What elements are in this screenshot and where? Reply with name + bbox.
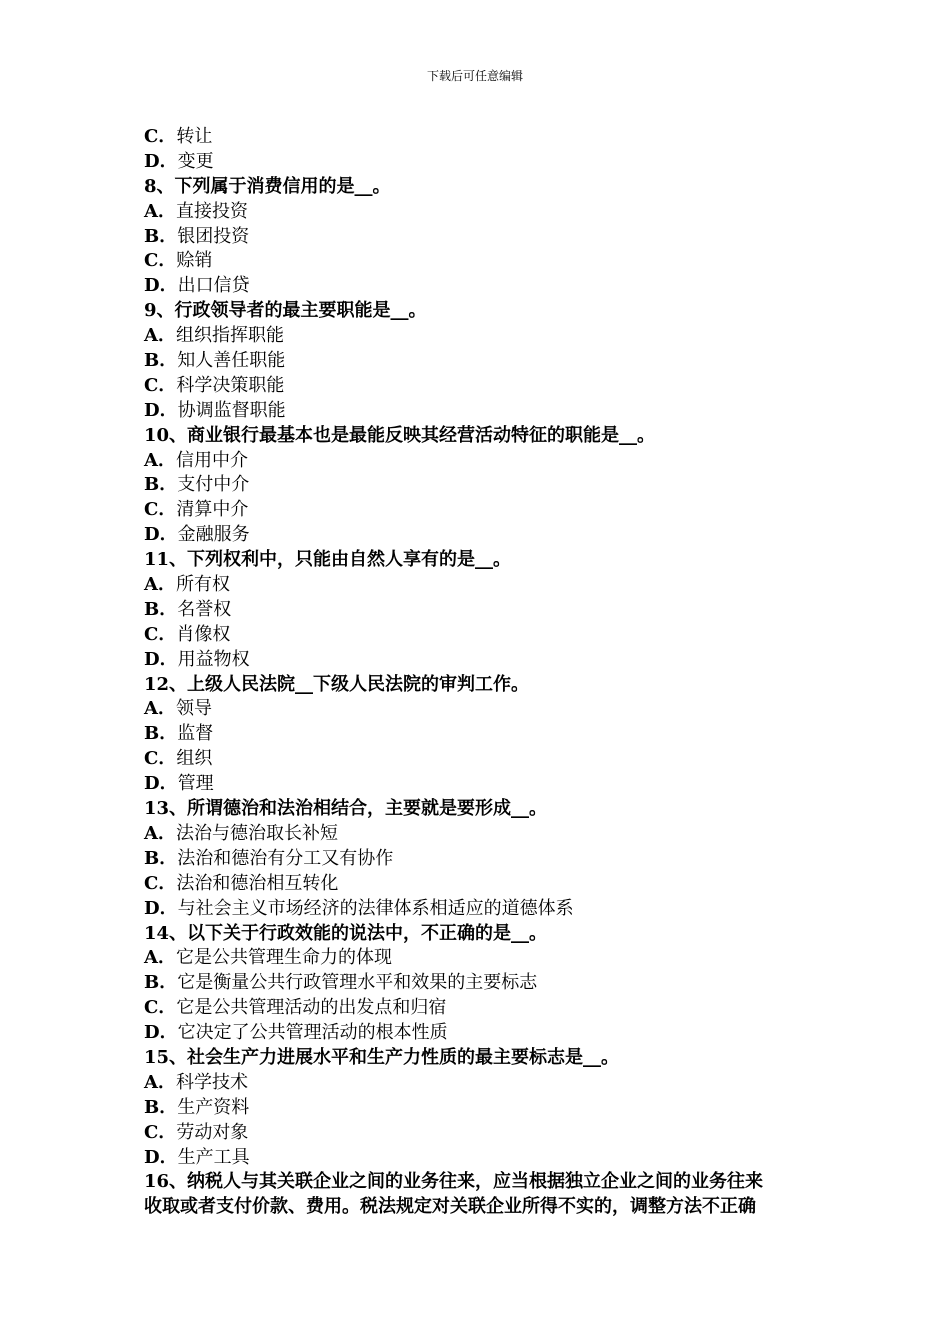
option-text: 法治和德治有分工又有协作: [177, 847, 394, 869]
option-line: [144, 125, 824, 150]
option-letter: C．: [144, 374, 177, 396]
question-line: 16、纳税人与其关联企业之间的业务往来，应当根据独立企业之间的业务往来: [144, 1171, 764, 1193]
option-line: [144, 573, 824, 598]
option-line: [144, 1121, 824, 1146]
option-text: 与社会主义市场经济的法律体系相适应的道德体系: [177, 897, 574, 919]
option-letter: A．: [144, 822, 176, 844]
option-line: [144, 399, 824, 424]
option-line: [144, 449, 824, 474]
option-line: [144, 598, 824, 623]
option-text: 管理: [177, 773, 214, 795]
option-letter: D．: [144, 1022, 178, 1044]
option-line: [144, 523, 824, 548]
option-text: 科学技术: [176, 1071, 248, 1093]
option-text: 出口信贷: [177, 275, 250, 297]
option-text: 组织指挥职能: [176, 325, 284, 347]
option-text: 它是公共管理活动的出发点和归宿: [176, 997, 447, 1019]
option-text: 它是公共管理生命力的体现: [176, 947, 392, 969]
option-text: 所有权: [176, 574, 230, 596]
question-line: 收取或者支付价款、费用。税法规定对关联企业所得不实的，调整方法不正确: [144, 1196, 756, 1218]
option-letter: B．: [144, 847, 178, 869]
question-line: 14、以下关于行政效能的说法中，不正确的是__。: [144, 922, 548, 944]
option-line: [144, 697, 824, 722]
option-line: [144, 897, 824, 922]
option-line: [144, 324, 824, 349]
option-text: 支付中介: [177, 474, 250, 496]
option-line: [144, 498, 824, 523]
page-header: 下载后可任意编辑: [426, 69, 523, 83]
option-letter: D．: [144, 773, 178, 795]
option-text: 法治与德治取长补短: [176, 822, 338, 844]
option-text: 肖像权: [176, 623, 231, 645]
option-letter: B．: [144, 598, 178, 620]
option-letter: C．: [144, 623, 177, 645]
option-letter: D．: [144, 897, 178, 919]
option-letter: D．: [144, 1146, 178, 1168]
option-line: [144, 1146, 824, 1171]
option-letter: A．: [144, 574, 176, 596]
option-text: 生产工具: [177, 1146, 250, 1168]
option-line: [144, 249, 824, 274]
option-line: [144, 747, 824, 772]
option-text: 组织: [176, 748, 213, 770]
option-text: 它是衡量公共行政管理水平和效果的主要标志: [177, 972, 538, 994]
option-line: [144, 150, 824, 175]
option-line: [144, 872, 824, 897]
option-letter: D．: [144, 648, 178, 670]
option-text: 科学决策职能: [176, 374, 285, 396]
option-letter: B．: [144, 972, 178, 994]
option-letter: D．: [144, 275, 178, 297]
option-text: 变更: [177, 150, 214, 172]
option-letter: D．: [144, 399, 178, 421]
option-line: [144, 274, 824, 299]
option-text: 知人善任职能: [177, 350, 286, 372]
option-text: 生产资料: [177, 1096, 250, 1118]
option-line: [144, 772, 824, 797]
option-letter: C．: [144, 1121, 177, 1143]
question-line: 10、商业银行最基本也是最能反映其经营活动特征的职能是__。: [144, 424, 656, 446]
option-line: [144, 996, 824, 1021]
question-line: 15、社会生产力进展水平和生产力性质的最主要标志是__。: [144, 1046, 620, 1068]
option-text: 清算中介: [176, 499, 249, 521]
option-letter: A．: [144, 947, 176, 969]
question-line: 11、下列权利中，只能由自然人享有的是__。: [144, 549, 512, 571]
question-line: 9、行政领导者的最主要职能是__。: [144, 300, 427, 322]
option-text: 银团投资: [177, 225, 250, 247]
option-letter: B．: [144, 350, 178, 372]
option-letter: B．: [144, 1096, 178, 1118]
option-letter: C．: [144, 499, 177, 521]
option-text: 信用中介: [176, 449, 248, 471]
option-line: [144, 623, 824, 648]
option-text: 它决定了公共管理活动的根本性质: [177, 1022, 448, 1044]
option-line: [144, 1096, 824, 1121]
option-text: 监督: [177, 723, 214, 745]
option-letter: D．: [144, 524, 178, 546]
option-line: [144, 374, 824, 399]
option-letter: B．: [144, 225, 178, 247]
option-line: [144, 971, 824, 996]
option-text: 协调监督职能: [177, 399, 286, 421]
option-line: [144, 473, 824, 498]
option-letter: A．: [144, 325, 176, 347]
option-text: 法治和德治相互转化: [176, 872, 339, 894]
option-letter: A．: [144, 698, 176, 720]
option-line: [144, 349, 824, 374]
option-line: [144, 225, 824, 250]
option-line: [144, 847, 824, 872]
option-line: [144, 722, 824, 747]
option-text: 名誉权: [177, 598, 232, 620]
option-letter: C．: [144, 997, 177, 1019]
option-letter: A．: [144, 200, 176, 222]
option-text: 转让: [176, 126, 213, 147]
question-line: 12、上级人民法院__下级人民法院的审判工作。: [144, 673, 530, 695]
option-letter: A．: [144, 449, 176, 471]
option-letter: C．: [144, 872, 177, 894]
option-text: 用益物权: [177, 648, 250, 670]
option-letter: D．: [144, 150, 178, 172]
option-letter: A．: [144, 1071, 176, 1093]
question-line: 8、下列属于消费信用的是__。: [144, 175, 391, 197]
option-text: 直接投资: [176, 200, 248, 222]
option-letter: C．: [144, 126, 177, 147]
option-line: [144, 648, 824, 673]
option-line: [144, 822, 824, 847]
document-body: [144, 125, 824, 1220]
option-line: [144, 1021, 824, 1046]
option-line: [144, 946, 824, 971]
option-text: 领导: [176, 698, 212, 720]
option-line: [144, 1071, 824, 1096]
option-letter: C．: [144, 250, 177, 272]
option-text: 金融服务: [177, 524, 250, 546]
option-text: 劳动对象: [176, 1121, 249, 1143]
option-line: [144, 200, 824, 225]
option-letter: B．: [144, 474, 178, 496]
option-text: 赊销: [176, 250, 213, 272]
option-letter: C．: [144, 748, 177, 770]
question-line: 13、所谓德治和法治相结合，主要就是要形成__。: [144, 798, 548, 820]
option-letter: B．: [144, 723, 178, 745]
